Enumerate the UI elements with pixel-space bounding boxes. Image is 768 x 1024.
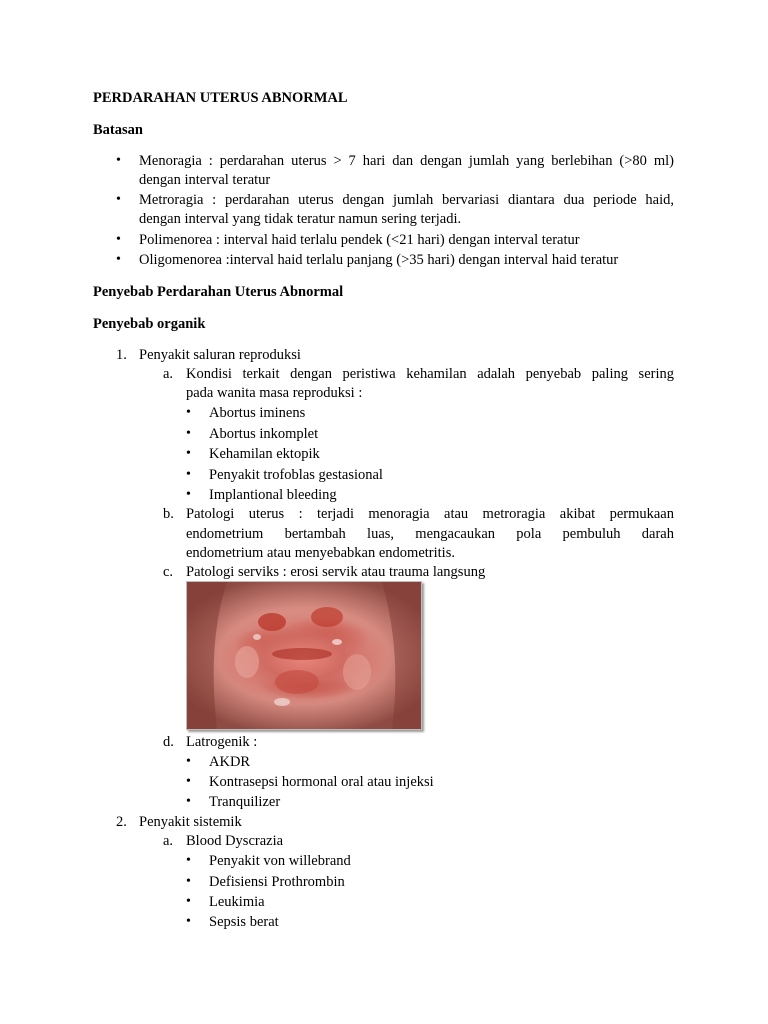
bullet-marker: • [186,914,191,929]
batasan-item-polimenorea: Polimenorea : interval haid terlalu pendek (<21 hari) dengan interval teratur [139,232,580,248]
batasan-item-menoragia-cont: dengan interval teratur [139,172,271,188]
section1b-text-cont: endometrium bertambah luas, mengacaukan pola pembuluh darah [186,526,674,542]
section1-label: Penyakit saluran reproduksi [139,347,301,363]
list-item: Penyakit trofoblas gestasional [209,467,383,483]
list-letter: c. [163,564,174,580]
list-item: Implantional bleeding [209,487,337,503]
penyebab-heading: Penyebab Perdarahan Uterus Abnormal [93,284,344,300]
bullet-marker: • [186,754,191,769]
list-number: 1. [116,347,127,363]
batasan-item-metroragia-cont: dengan interval yang tidak teratur namun sering terjadi. [139,211,462,227]
document-title: PERDARAHAN UTERUS ABNORMAL [93,90,348,106]
list-item: Defisiensi Prothrombin [209,874,345,890]
organik-heading: Penyebab organik [93,316,206,332]
list-item: AKDR [209,754,251,770]
bullet-marker: • [186,774,191,789]
list-letter: a. [163,366,174,382]
bullet-marker: • [186,874,191,889]
list-item: Tranquilizer [209,794,281,810]
list-number: 2. [116,814,127,830]
photo-detail [187,582,421,729]
bullet-marker: • [186,487,191,502]
section1d-text: Latrogenik : [186,734,258,750]
section1a-text-cont: pada wanita masa reproduksi : [186,385,363,401]
list-item: Kontrasepsi hormonal oral atau injeksi [209,774,434,790]
list-item: Sepsis berat [209,914,279,930]
bullet-marker: • [186,794,191,809]
list-letter: a. [163,833,174,849]
bullet-marker: • [186,894,191,909]
list-item: Kehamilan ektopik [209,446,320,462]
list-item: Abortus iminens [209,405,306,421]
section2a-text: Blood Dyscrazia [186,833,284,849]
list-letter: d. [163,734,174,750]
bullet-marker: • [116,232,121,247]
section1b-text: Patologi uterus : terjadi menoragia atau metroragia akibat permukaan [186,506,674,522]
section1b-text-end: endometrium atau menyebabkan endometritis. [186,545,455,561]
bullet-marker: • [186,426,191,441]
list-item: Abortus inkomplet [209,426,319,442]
section1a-text: Kondisi terkait dengan peristiwa kehamilan adalah penyebab paling sering [186,366,674,382]
batasan-heading: Batasan [93,122,143,138]
bullet-marker: • [116,252,121,267]
section2-label: Penyakit sistemik [139,814,242,830]
batasan-item-oligomenorea: Oligomenorea :interval haid terlalu panjang (>35 hari) dengan interval haid teratur [139,252,619,268]
bullet-marker: • [186,467,191,482]
bullet-marker: • [186,446,191,461]
list-item: Leukimia [209,894,265,910]
batasan-item-menoragia: Menoragia : perdarahan uterus > 7 hari dan dengan jumlah yang berlebihan (>80 ml) [139,153,674,169]
bullet-marker: • [186,853,191,868]
batasan-item-metroragia: Metroragia : perdarahan uterus dengan jumlah bervariasi diantara dua periode haid, [139,192,674,208]
list-letter: b. [163,506,174,522]
section1c-text: Patologi serviks : erosi servik atau trauma langsung [186,564,486,580]
list-item: Penyakit von willebrand [209,853,351,869]
cervix-erosion-photo [186,581,422,730]
bullet-marker: • [116,192,121,207]
bullet-marker: • [186,405,191,420]
bullet-marker: • [116,153,121,168]
